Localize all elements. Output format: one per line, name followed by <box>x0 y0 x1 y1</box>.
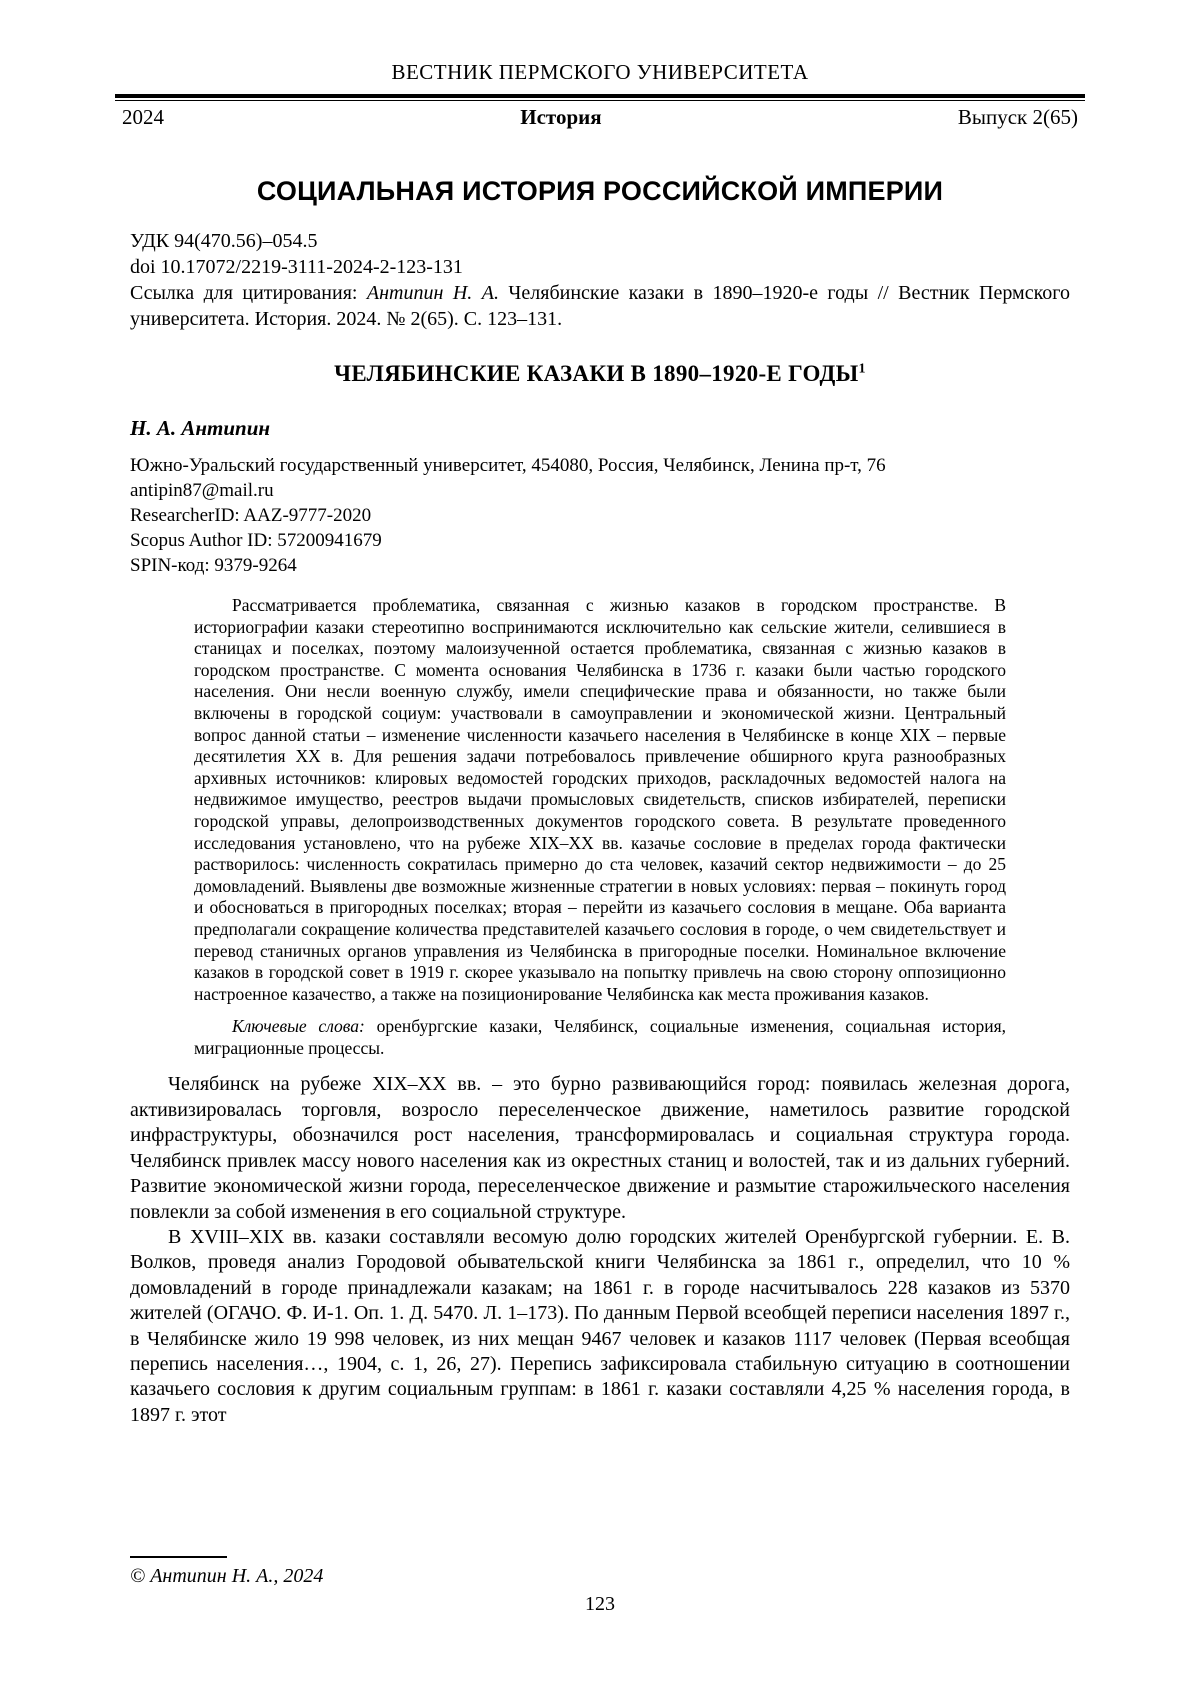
keywords-label: Ключевые слова: <box>232 1016 365 1037</box>
researcher-id-line: ResearcherID: AAZ-9777-2020 <box>130 505 372 526</box>
title-footnote-mark: 1 <box>858 361 866 377</box>
citation-text: Челябинские казаки в 1890–1920-е годы // Вестник Пермского университета. История. 2024. № 2(65). С. 123–131. <box>130 282 1070 330</box>
copyright-line: © Антипин Н. А., 2024 <box>130 1565 324 1587</box>
journal-issue: Выпуск 2(65) <box>957 105 1078 129</box>
spin-code-line: SPIN-код: 9379-9264 <box>130 555 297 576</box>
doi-line: doi 10.17072/2219-3111-2024-2-123-131 <box>130 256 463 278</box>
article-meta-block <box>130 228 1070 332</box>
scopus-id-line: Scopus Author ID: 57200941679 <box>130 530 382 551</box>
section-title: СОЦИАЛЬНАЯ ИСТОРИЯ РОССИЙСКОЙ ИМПЕРИИ <box>256 176 944 206</box>
article-title <box>130 361 1070 387</box>
keywords-text: оренбургские казаки, Челябинск, социальные изменения, социальная история, миграционные процессы. <box>194 1016 1006 1058</box>
journal-series: История <box>520 105 602 129</box>
article-body <box>130 1072 1070 1428</box>
author-email: antipin87@mail.ru <box>130 480 274 501</box>
citation-label: Ссылка для цитирования: <box>130 282 367 304</box>
page-number: 123 <box>585 1593 615 1615</box>
journal-title: ВЕСТНИК ПЕРМСКОГО УНИВЕРСИТЕТА <box>391 60 809 84</box>
article-title-text: ЧЕЛЯБИНСКИЕ КАЗАКИ В 1890–1920-Е ГОДЫ <box>334 361 859 386</box>
abstract-paragraph: Рассматривается проблематика, связанная с жизнью казаков в городском пространстве. В историографии казаки стереотипно воспринимаются исключительно как сельские жители, селившиеся в станицах и поселках, поэтому малоизученной остается проблематика, связанная с жизнью казаков в городском пространстве. С момента основания Челябинска в 1736 г. казаки были частью городского населения. Они несли военную службу, имели специфические права и обязанности, но также были включены в городской социум: участвовали в самоуправлении и экономической жизни. Центральный вопрос данной статьи – изменение численности казачьего населения в Челябинске в конце XIX – первые десятилетия XX в. Для решения задачи потребовалось привлечение обширного круга разнообразных архивных источников: клировых ведомостей городских приходов, раскладочных ведомостей налога на недвижимое имущество, реестров выдачи промысловых свидетельств, списков избирателей, переписки городской управы, делопроизводственных документов городского совета. В результате проведенного исследования установлено, что на рубеже XIX–XX вв. казачье сословие в пределах города фактически растворилось: численность сократилась примерно до ста человек, казачий сектор недвижимости – до 25 домовладений. Выявлены две возможные жизненные стратегии в новых условиях: первая – покинуть город и обосноваться в пригородных поселках; вторая – перейти из казачьего сословия в мещане. Оба варианта предполагали сокращение количества представителей казачьего сословия в городе, о чем свидетельствует и перевод станичных органов управления из Челябинска в пригородные поселки. Номинальное включение казаков в городской совет в 1919 г. скорее указывало на попытку привлечь на свою сторону оппозиционно настроенное казачество, а также на позиционирование Челябинска как места проживания казаков. <box>194 595 1006 1004</box>
affiliation-line: Южно-Уральский государственный университет, 454080, Россия, Челябинск, Ленина пр-т, 76 <box>130 455 886 476</box>
citation-line <box>130 280 1070 332</box>
author-info-block <box>130 453 1070 578</box>
footnote-rule <box>130 1556 227 1558</box>
author-name: Н. А. Антипин <box>130 416 271 440</box>
header-rule-thin <box>115 100 1085 101</box>
citation-author: Антипин Н. А. <box>366 282 499 304</box>
page-footer <box>130 1556 1070 1616</box>
journal-year: 2024 <box>122 105 164 129</box>
body-paragraph: Челябинск на рубеже XIX–XX вв. – это бурно развивающийся город: появилась железная дорога, активизировалась торговля, возросло переселенческое движение, наметилось развитие городской инфраструктуры, обозначился рост населения, трансформировалась и социальная структура города. Челябинск привлек массу нового населения как из окрестных станиц и волостей, так и из дальних губерний. Развитие экономической жизни города, переселенческое движение и размытие старожильческого населения повлекли за собой изменения в его социальной структуре. <box>130 1073 1070 1223</box>
journal-header-row <box>122 105 1078 130</box>
header-rule-thick <box>115 94 1085 98</box>
keywords-paragraph <box>194 1016 1006 1059</box>
body-paragraph: В XVIII–XIX вв. казаки составляли весомую долю городских жителей Оренбургской губернии. Е. В. Волков, проведя анализ Городовой обывательской книги Челябинска за 1861 г., определил, что 10 % домовладений в городе принадлежали казакам; на 1861 г. в городе насчитывалось 228 казаков из 5370 жителей (ОГАЧО. Ф. И-1. Оп. 1. Д. 5470. Л. 1–173). По данным Первой всеобщей переписи населения 1897 г., в Челябинске жило 19 998 человек, из них мещан 9467 человек и казаков 1117 человек (Первая всеобщая перепись населения…, 1904, с. 1, 26, 27). Перепись зафиксировала стабильную ситуацию в соотношении казачьего сословия к другим социальным группам: в 1861 г. казаки составляли 4,25 % населения города, в 1897 г. этот <box>130 1225 1070 1426</box>
udc-line: УДК 94(470.56)–054.5 <box>130 230 318 252</box>
